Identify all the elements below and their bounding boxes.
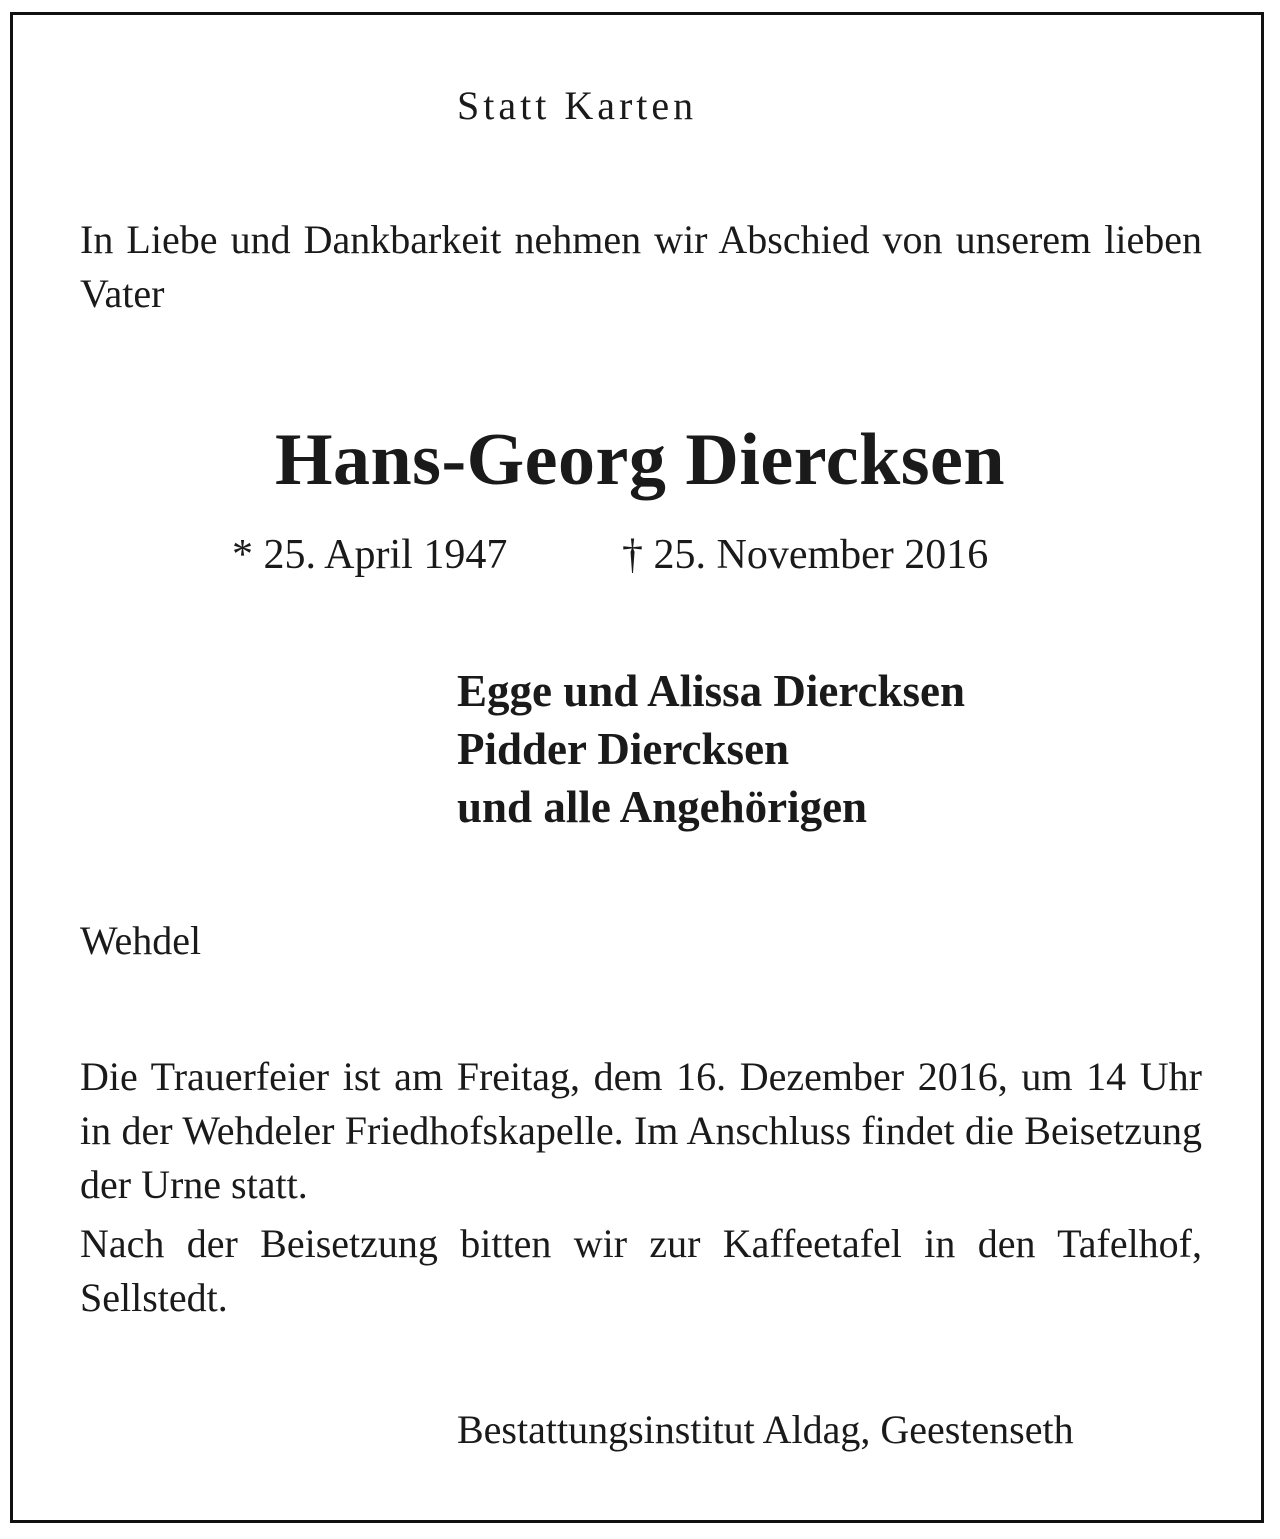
ceremony-text: Die Trauerfeier ist am Freitag, dem 16. Dezember 2016, um 14 Uhr in der Wehdeler Friedhofskapelle. Im Anschluss findet die Beisetzung der Urne statt.	[80, 1054, 1202, 1207]
death-date: † 25. November 2016	[622, 532, 989, 578]
family-list	[457, 662, 965, 836]
family-line: Egge und Alissa Diercksen	[457, 666, 966, 716]
family-line: Pidder Diercksen	[457, 724, 790, 774]
family-line: und alle Angehörigen	[457, 782, 868, 832]
notice-header: Statt Karten	[457, 83, 698, 128]
funeral-home: Bestattungsinstitut Aldag, Geestenseth	[457, 1407, 1074, 1452]
deceased-name: Hans-Georg Diercksen	[274, 419, 1006, 501]
place-name: Wehdel	[80, 918, 202, 963]
coffee-text: Nach der Beisetzung bitten wir zur Kaffeetafel in den Tafelhof, Sellstedt.	[80, 1221, 1202, 1320]
intro-text: In Liebe und Dankbarkeit nehmen wir Abschied von unserem lieben Vater	[80, 217, 1202, 316]
birth-date: * 25. April 1947	[232, 532, 508, 578]
